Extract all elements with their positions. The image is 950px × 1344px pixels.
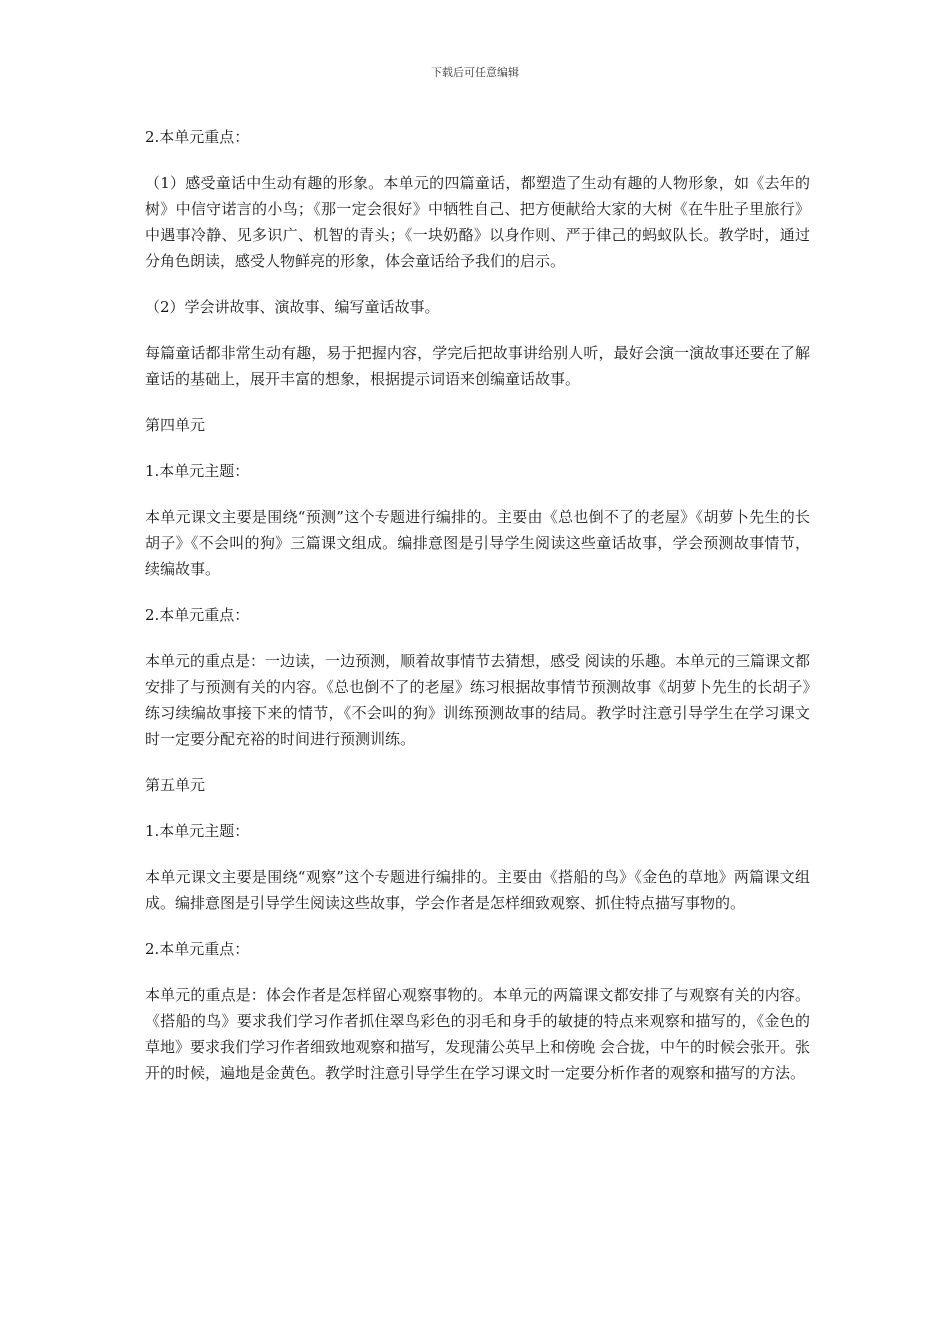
page-header: 下载后可任意编辑 [431, 66, 519, 79]
section-heading: 2.本单元重点： [145, 940, 250, 958]
body-paragraph: （2）学会讲故事、演故事、编写童话故事。 [145, 298, 440, 316]
unit-heading: 第四单元 [145, 416, 206, 434]
body-paragraph: （1）感受童话中生动有趣的形象。本单元的四篇童话，都塑造了生动有趣的人物形象，如《去年的树》中信守诺言的小鸟；《那一定会很好》中牺牲自己、把方便献给大家的大树《在牛肚子里旅行》中遇事冷静、见多识广、机智的青头；《一块奶酪》以身作则、严于律己的蚂蚁队长。教学时，通过分角色朗读，感受人物鲜亮的形象，体会童话给予我们的启示。 [145, 174, 810, 270]
section-heading: 1.本单元主题： [145, 462, 250, 480]
document-body [145, 124, 810, 1086]
body-paragraph: 本单元课文主要是围绕“预测”这个专题进行编排的。主要由《总也倒不了的老屋》《胡萝卜先生的长胡子》《不会叫的狗》三篇课文组成。编排意图是引导学生阅读这些童话故事，学会预测故事情节，续编故事。 [145, 508, 810, 578]
unit-heading: 第五单元 [145, 776, 206, 794]
section-heading: 1.本单元主题： [145, 822, 250, 840]
section-heading: 2.本单元重点： [145, 128, 250, 146]
body-paragraph: 本单元的重点是：一边读，一边预测，顺着故事情节去猜想，感受 阅读的乐趣。本单元的三篇课文都安排了与预测有关的内容。《总也倒不了的老屋》练习根据故事情节预测故事《胡萝卜先生的长胡子》练习续编故事接下来的情节，《不会叫的狗》训练预测故事的结局。教学时注意引导学生在学习课文时一定要分配充裕的时间进行预测训练。 [145, 652, 810, 748]
section-heading: 2.本单元重点： [145, 606, 250, 624]
body-paragraph: 每篇童话都非常生动有趣，易于把握内容，学完后把故事讲给别人听，最好会演一演故事还要在了解童话的基础上，展开丰富的想象，根据提示词语来创编童话故事。 [145, 344, 810, 388]
body-paragraph: 本单元课文主要是围绕“观察”这个专题进行编排的。主要由《搭船的鸟》《金色的草地》两篇课文组成。编排意图是引导学生阅读这些故事，学会作者是怎样细致观察、抓住特点描写事物的。 [145, 868, 810, 912]
body-paragraph: 本单元的重点是：体会作者是怎样留心观察事物的。本单元的两篇课文都安排了与观察有关的内容。《搭船的鸟》要求我们学习作者抓住翠鸟彩色的羽毛和身手的敏捷的特点来观察和描写的，《金色的草地》要求我们学习作者细致地观察和描写，发现蒲公英早上和傍晚 会合拢，中午的时候会张开。张开的时候，遍地是金黄色。教学时注意引导学生在学习课文时一定要分析作者的观察和描写的方法。 [145, 986, 810, 1082]
